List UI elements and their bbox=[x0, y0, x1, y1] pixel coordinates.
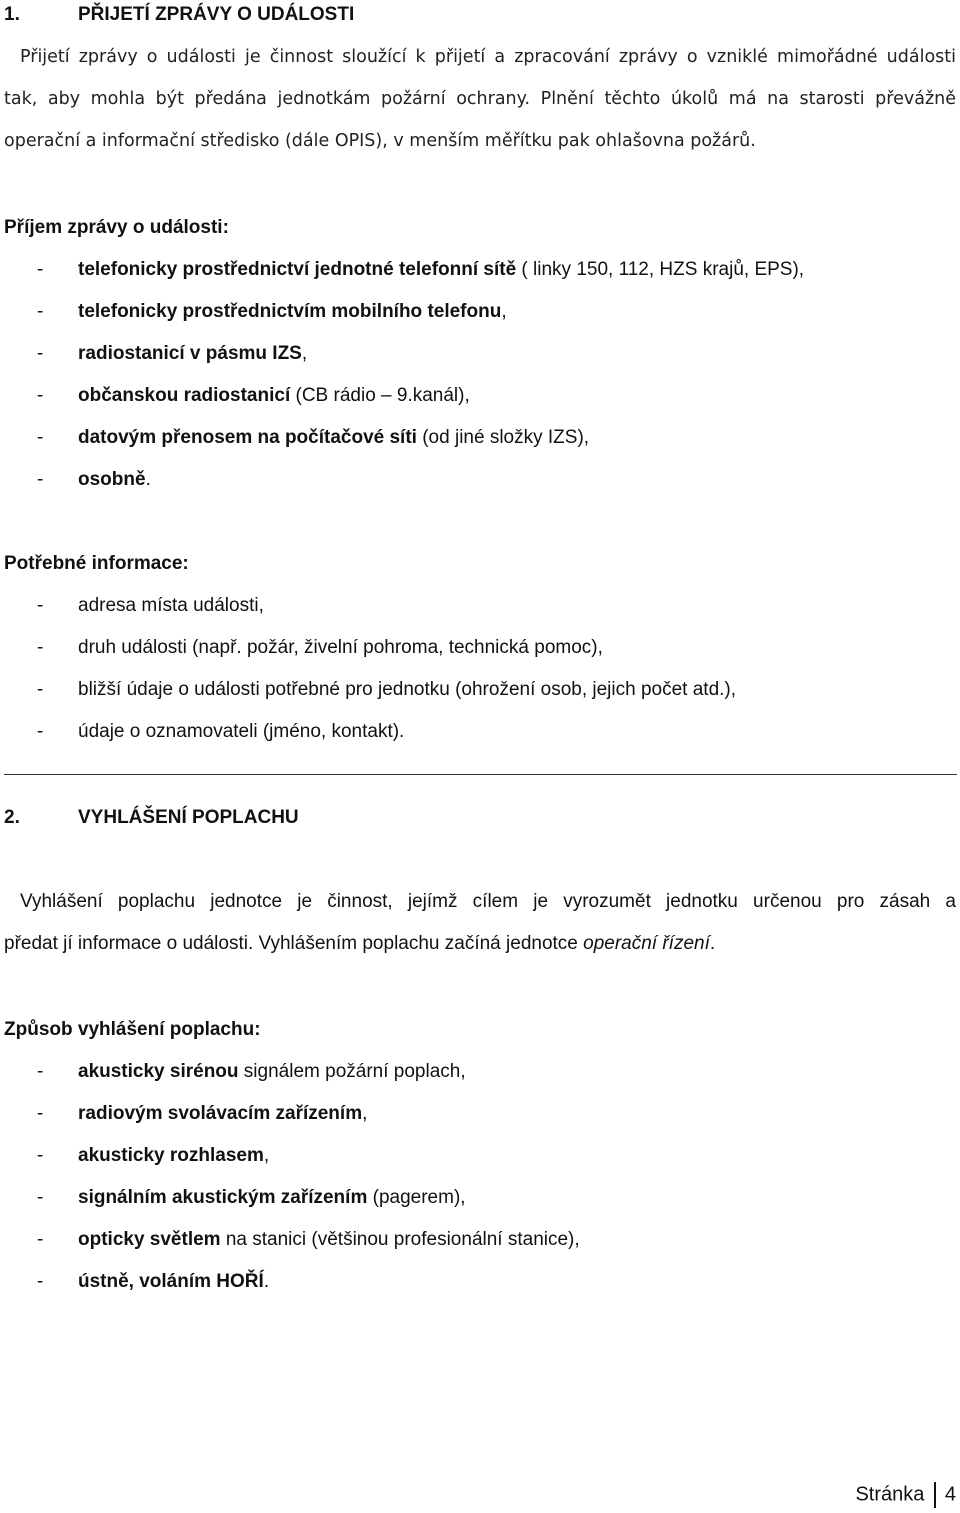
section2-intro-line-1: Vyhlášení poplachu jednotce je činnost, jejímž cílem je vyrozumět jednotku určenou pro zásah a bbox=[20, 891, 956, 912]
list-item bbox=[0, 1177, 960, 1219]
footer-label: Stránka bbox=[855, 1483, 925, 1506]
page-number: 4 bbox=[944, 1483, 956, 1506]
list-item bbox=[0, 291, 960, 333]
list-marker: - bbox=[37, 1271, 44, 1292]
list-marker: - bbox=[37, 259, 44, 280]
list-marker: - bbox=[37, 1229, 44, 1250]
item-rest: (CB rádio – 9.kanál), bbox=[290, 385, 470, 406]
list-marker: - bbox=[37, 637, 44, 658]
list-marker: - bbox=[37, 1061, 44, 1082]
list-marker: - bbox=[37, 595, 44, 616]
list-item bbox=[0, 1051, 960, 1093]
section1-number: 1. bbox=[4, 4, 20, 25]
list-item bbox=[0, 669, 960, 711]
list-item bbox=[0, 627, 960, 669]
item-text: adresa místa události, bbox=[78, 595, 264, 616]
intro-line-1: Přijetí zprávy o události je činnost sloužící k přijetí a zpracování zprávy o vzniklé mimořádné události bbox=[20, 47, 956, 67]
page-footer bbox=[855, 1482, 956, 1508]
footer-separator bbox=[934, 1482, 936, 1508]
item-rest: . bbox=[145, 469, 151, 490]
item-bold: radiovým svolávacím zařízením bbox=[78, 1103, 363, 1124]
item-rest: (od jiné složky IZS), bbox=[416, 427, 590, 448]
item-bold: akusticky rozhlasem bbox=[78, 1145, 264, 1166]
section1-intro bbox=[4, 36, 956, 162]
item-bold: osobně bbox=[78, 469, 146, 490]
item-bold: radiostanicí v pásmu IZS bbox=[78, 343, 302, 364]
list-item bbox=[0, 417, 960, 459]
section-divider bbox=[4, 774, 957, 775]
item-rest: , bbox=[362, 1103, 368, 1124]
item-rest: na stanici (většinou profesionální stanice), bbox=[220, 1229, 580, 1250]
item-rest: . bbox=[263, 1271, 270, 1292]
item-bold: ústně, voláním HOŘÍ bbox=[78, 1271, 264, 1292]
item-bold: telefonicky prostřednictví jednotné telefonní sítě bbox=[78, 259, 517, 280]
method-heading: Způsob vyhlášení poplachu: bbox=[4, 1019, 261, 1040]
section2-number: 2. bbox=[4, 807, 20, 828]
item-text: bližší údaje o události potřebné pro jednotku (ohrožení osob, jejich počet atd.), bbox=[78, 679, 737, 700]
item-rest: , bbox=[263, 1145, 270, 1166]
list-item bbox=[0, 249, 960, 291]
item-bold: datovým přenosem na počítačové síti bbox=[78, 427, 417, 448]
list-marker: - bbox=[37, 469, 44, 490]
info-heading: Potřebné informace: bbox=[4, 553, 189, 574]
intro-italic: operační řízení bbox=[583, 933, 710, 954]
list-marker: - bbox=[37, 427, 44, 448]
list-item bbox=[0, 333, 960, 375]
section1-title: PŘIJETÍ ZPRÁVY O UDÁLOSTI bbox=[78, 4, 355, 25]
list-item bbox=[0, 459, 960, 501]
list-marker: - bbox=[37, 1103, 44, 1124]
list-marker: - bbox=[37, 301, 44, 322]
list-item bbox=[0, 711, 960, 753]
item-rest: (pagerem), bbox=[367, 1187, 466, 1208]
list-item bbox=[0, 1093, 960, 1135]
list-marker: - bbox=[37, 679, 44, 700]
intro-end: . bbox=[709, 933, 716, 954]
item-bold: signálním akustickým zařízením bbox=[78, 1187, 368, 1208]
section2-title: VYHLÁŠENÍ POPLACHU bbox=[78, 807, 299, 828]
item-bold: akusticky sirénou bbox=[78, 1061, 239, 1082]
section2-intro-line-2 bbox=[4, 923, 956, 965]
list-marker: - bbox=[37, 385, 44, 406]
section1-heading bbox=[0, 0, 960, 30]
item-rest: signálem požární poplach, bbox=[238, 1061, 466, 1082]
list-item bbox=[0, 1135, 960, 1177]
list-marker: - bbox=[37, 721, 44, 742]
intro-line-2: tak, aby mohla být předána jednotkám požární ochrany. Plnění těchto úkolů má na starosti převážně bbox=[4, 89, 956, 109]
list-marker: - bbox=[37, 343, 44, 364]
section2-intro bbox=[4, 881, 956, 965]
item-rest: , bbox=[501, 301, 507, 322]
list-marker: - bbox=[37, 1145, 44, 1166]
list-item bbox=[0, 1261, 960, 1303]
item-rest: ( linky 150, 112, HZS krajů, EPS), bbox=[516, 259, 805, 280]
section2-heading bbox=[0, 797, 960, 839]
item-bold: telefonicky prostřednictvím mobilního telefonu bbox=[78, 301, 502, 322]
intro-line-3: operační a informační středisko (dále OPIS), v menším měřítku pak ohlašovna požárů. bbox=[4, 131, 756, 151]
item-bold: občanskou radiostanicí bbox=[78, 385, 291, 406]
list-item bbox=[0, 375, 960, 417]
list-marker: - bbox=[37, 1187, 44, 1208]
intro-plain: předat jí informace o události. Vyhlášením poplachu začíná jednotce bbox=[4, 933, 584, 954]
item-text: druh události (např. požár, živelní pohroma, technická pomoc), bbox=[78, 637, 603, 658]
item-rest: , bbox=[301, 343, 308, 364]
item-bold: opticky světlem bbox=[78, 1229, 221, 1250]
item-text: údaje o oznamovateli (jméno, kontakt). bbox=[78, 721, 405, 742]
receipt-heading: Příjem zprávy o události: bbox=[4, 217, 229, 238]
list-item bbox=[0, 585, 960, 627]
list-item bbox=[0, 1219, 960, 1261]
